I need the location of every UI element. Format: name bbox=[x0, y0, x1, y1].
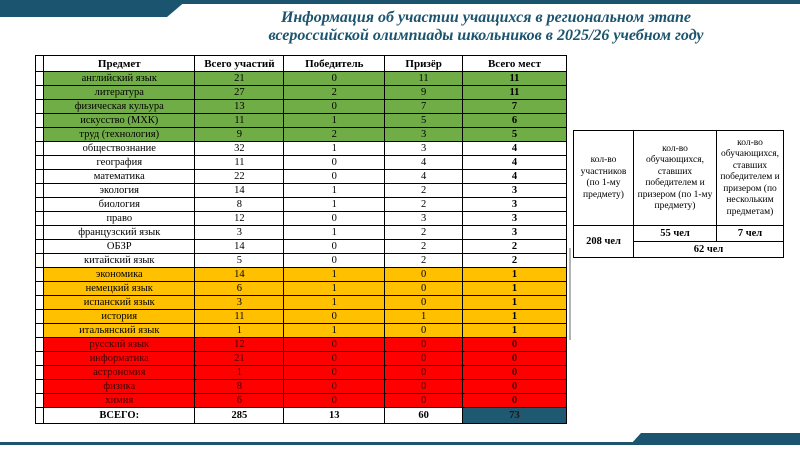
total-winners: 13 bbox=[284, 408, 385, 424]
total-places-cell: 4 bbox=[462, 142, 566, 156]
row-strip-cell bbox=[36, 72, 44, 86]
winner-cell: 1 bbox=[284, 282, 385, 296]
total-places-cell: 1 bbox=[462, 282, 566, 296]
table-row bbox=[36, 100, 567, 114]
total-places-cell: 2 bbox=[462, 240, 566, 254]
table-row bbox=[36, 366, 567, 380]
prize-cell: 2 bbox=[385, 240, 463, 254]
row-strip-cell bbox=[36, 128, 44, 142]
total-participations-cell: 11 bbox=[195, 310, 284, 324]
summary-header-participants: кол-во участников (по 1-му предмету) bbox=[574, 131, 634, 226]
winner-cell: 1 bbox=[284, 114, 385, 128]
prize-cell: 0 bbox=[385, 352, 463, 366]
row-strip-cell bbox=[36, 352, 44, 366]
total-participations-cell: 11 bbox=[195, 156, 284, 170]
total-participations-cell: 14 bbox=[195, 240, 284, 254]
prize-cell: 2 bbox=[385, 226, 463, 240]
total-participations-cell: 3 bbox=[195, 226, 284, 240]
total-places-cell: 4 bbox=[462, 156, 566, 170]
total-places-cell: 4 bbox=[462, 170, 566, 184]
total-places-cell: 0 bbox=[462, 394, 566, 408]
subject-cell: китайский язык bbox=[44, 254, 195, 268]
row-strip-cell bbox=[36, 380, 44, 394]
total-participations-cell: 9 bbox=[195, 128, 284, 142]
total-places-cell: 1 bbox=[462, 268, 566, 282]
row-strip-cell bbox=[36, 268, 44, 282]
summary-header-one-subject: кол-во обучающихся, ставших победителем и призером (по 1-му предмету) bbox=[634, 131, 717, 226]
total-participations-cell: 1 bbox=[195, 324, 284, 338]
summary-table bbox=[573, 130, 784, 258]
subject-cell: история bbox=[44, 310, 195, 324]
row-strip-cell bbox=[36, 86, 44, 100]
table-row bbox=[36, 310, 567, 324]
summary-multi-subject-value: 7 чел bbox=[717, 226, 784, 242]
subject-cell: физическая кульура bbox=[44, 100, 195, 114]
total-places-cell: 1 bbox=[462, 324, 566, 338]
total-participations-cell: 22 bbox=[195, 170, 284, 184]
winner-cell: 0 bbox=[284, 100, 385, 114]
total-participations-cell: 14 bbox=[195, 268, 284, 282]
prize-cell: 7 bbox=[385, 100, 463, 114]
page-title-line1: Информация об участии учащихся в региональном этапе bbox=[280, 9, 692, 26]
prize-cell: 4 bbox=[385, 170, 463, 184]
total-places: 73 bbox=[462, 408, 566, 424]
total-places-cell: 11 bbox=[462, 86, 566, 100]
prize-cell: 2 bbox=[385, 198, 463, 212]
table-row bbox=[36, 226, 567, 240]
header-winner: Победитель bbox=[284, 56, 385, 72]
prize-cell: 0 bbox=[385, 394, 463, 408]
results-table bbox=[35, 55, 567, 424]
winner-cell: 0 bbox=[284, 72, 385, 86]
header-prize: Призёр bbox=[385, 56, 463, 72]
winner-cell: 1 bbox=[284, 296, 385, 310]
subject-cell: астрономия bbox=[44, 366, 195, 380]
row-strip-cell bbox=[36, 226, 44, 240]
total-participations-cell: 27 bbox=[195, 86, 284, 100]
winner-cell: 1 bbox=[284, 184, 385, 198]
table-row bbox=[36, 142, 567, 156]
total-participations-cell: 6 bbox=[195, 282, 284, 296]
table-row bbox=[36, 198, 567, 212]
row-strip-cell bbox=[36, 114, 44, 128]
subject-cell: право bbox=[44, 212, 195, 226]
prize-cell: 5 bbox=[385, 114, 463, 128]
row-strip-cell bbox=[36, 282, 44, 296]
prize-cell: 0 bbox=[385, 268, 463, 282]
prize-cell: 3 bbox=[385, 142, 463, 156]
total-participations-cell: 14 bbox=[195, 184, 284, 198]
total-participations-cell: 21 bbox=[195, 352, 284, 366]
row-strip-cell bbox=[36, 212, 44, 226]
table-row bbox=[36, 394, 567, 408]
row-strip-cell bbox=[36, 198, 44, 212]
prize-cell: 0 bbox=[385, 380, 463, 394]
winner-cell: 0 bbox=[284, 338, 385, 352]
total-places-cell: 2 bbox=[462, 254, 566, 268]
prize-cell: 9 bbox=[385, 86, 463, 100]
table-row bbox=[36, 184, 567, 198]
subject-cell: итальянский язык bbox=[44, 324, 195, 338]
screenshot-edge-artifact bbox=[569, 248, 571, 340]
total-row bbox=[36, 408, 567, 424]
top-accent-bar bbox=[0, 0, 187, 17]
row-strip-cell bbox=[36, 296, 44, 310]
prize-cell: 2 bbox=[385, 184, 463, 198]
prize-cell: 0 bbox=[385, 296, 463, 310]
total-places-cell: 1 bbox=[462, 310, 566, 324]
table-row bbox=[36, 338, 567, 352]
prize-cell: 3 bbox=[385, 128, 463, 142]
subject-cell: химия bbox=[44, 394, 195, 408]
subject-cell: искусство (МХК) bbox=[44, 114, 195, 128]
table-row bbox=[36, 212, 567, 226]
total-places-cell: 0 bbox=[462, 380, 566, 394]
subject-cell: русский язык bbox=[44, 338, 195, 352]
table-row bbox=[36, 254, 567, 268]
winner-cell: 1 bbox=[284, 142, 385, 156]
table-row bbox=[36, 352, 567, 366]
summary-values-row bbox=[574, 226, 784, 242]
subject-cell: физика bbox=[44, 380, 195, 394]
row-strip-cell bbox=[36, 394, 44, 408]
row-strip-cell bbox=[36, 310, 44, 324]
total-places-cell: 3 bbox=[462, 184, 566, 198]
summary-header-row bbox=[574, 131, 784, 226]
subject-cell: информатика bbox=[44, 352, 195, 366]
header-total-places: Всего мест bbox=[462, 56, 566, 72]
winner-cell: 1 bbox=[284, 268, 385, 282]
winner-cell: 2 bbox=[284, 128, 385, 142]
prize-cell: 0 bbox=[385, 282, 463, 296]
header-strip-cell bbox=[36, 56, 44, 72]
table-row bbox=[36, 72, 567, 86]
total-places-cell: 0 bbox=[462, 352, 566, 366]
total-places-cell: 0 bbox=[462, 338, 566, 352]
total-participations-cell: 8 bbox=[195, 198, 284, 212]
subject-cell: французский язык bbox=[44, 226, 195, 240]
table-header-row bbox=[36, 56, 567, 72]
subject-cell: экология bbox=[44, 184, 195, 198]
prize-cell: 3 bbox=[385, 212, 463, 226]
row-strip-cell bbox=[36, 366, 44, 380]
bottom-accent-bar bbox=[630, 433, 800, 445]
subject-cell: ОБЗР bbox=[44, 240, 195, 254]
subject-cell: английский язык bbox=[44, 72, 195, 86]
total-participations-cell: 13 bbox=[195, 100, 284, 114]
total-label: ВСЕГО: bbox=[44, 408, 195, 424]
summary-header-multi-subject: кол-во обучающихся, ставших победителем и призером (по нескольким предметам) bbox=[717, 131, 784, 226]
total-places-cell: 0 bbox=[462, 366, 566, 380]
winner-cell: 0 bbox=[284, 156, 385, 170]
total-places-cell: 7 bbox=[462, 100, 566, 114]
total-prizes: 60 bbox=[385, 408, 463, 424]
total-participations-cell: 32 bbox=[195, 142, 284, 156]
total-participations-cell: 12 bbox=[195, 338, 284, 352]
winner-cell: 0 bbox=[284, 254, 385, 268]
prize-cell: 0 bbox=[385, 366, 463, 380]
summary-participants-value: 208 чел bbox=[574, 226, 634, 258]
subject-cell: испанский язык bbox=[44, 296, 195, 310]
subject-cell: биология bbox=[44, 198, 195, 212]
row-strip-cell bbox=[36, 100, 44, 114]
table-row bbox=[36, 268, 567, 282]
row-strip-cell bbox=[36, 156, 44, 170]
row-strip-cell bbox=[36, 324, 44, 338]
prize-cell: 11 bbox=[385, 72, 463, 86]
row-strip-cell bbox=[36, 240, 44, 254]
winner-cell: 0 bbox=[284, 366, 385, 380]
total-places-cell: 11 bbox=[462, 72, 566, 86]
table-row bbox=[36, 128, 567, 142]
table-row bbox=[36, 156, 567, 170]
table-row bbox=[36, 324, 567, 338]
total-participations-cell: 5 bbox=[195, 254, 284, 268]
total-places-cell: 3 bbox=[462, 212, 566, 226]
subject-cell: экономика bbox=[44, 268, 195, 282]
subject-cell: немецкий язык bbox=[44, 282, 195, 296]
table-row bbox=[36, 86, 567, 100]
header-total-participations: Всего участий bbox=[195, 56, 284, 72]
winner-cell: 0 bbox=[284, 352, 385, 366]
summary-merged-value: 62 чел bbox=[634, 242, 784, 258]
table-row bbox=[36, 296, 567, 310]
winner-cell: 0 bbox=[284, 310, 385, 324]
table-row bbox=[36, 240, 567, 254]
page-title-line2: всероссийской олимпиады школьников в 2025/26 учебном году bbox=[268, 27, 704, 44]
total-places-cell: 3 bbox=[462, 226, 566, 240]
subject-cell: география bbox=[44, 156, 195, 170]
total-places-cell: 5 bbox=[462, 128, 566, 142]
total-participations-cell: 8 bbox=[195, 380, 284, 394]
total-places-cell: 3 bbox=[462, 198, 566, 212]
table-row bbox=[36, 380, 567, 394]
prize-cell: 4 bbox=[385, 156, 463, 170]
row-strip-cell bbox=[36, 254, 44, 268]
total-participations-cell: 3 bbox=[195, 296, 284, 310]
table-body bbox=[36, 72, 567, 408]
total-participations: 285 bbox=[195, 408, 284, 424]
total-places-cell: 6 bbox=[462, 114, 566, 128]
subject-cell: труд (технология) bbox=[44, 128, 195, 142]
winner-cell: 0 bbox=[284, 394, 385, 408]
winner-cell: 1 bbox=[284, 198, 385, 212]
winner-cell: 1 bbox=[284, 226, 385, 240]
row-strip-cell bbox=[36, 142, 44, 156]
prize-cell: 0 bbox=[385, 338, 463, 352]
winner-cell: 0 bbox=[284, 380, 385, 394]
subject-cell: математика bbox=[44, 170, 195, 184]
row-strip-cell bbox=[36, 184, 44, 198]
subject-cell: литература bbox=[44, 86, 195, 100]
table-row bbox=[36, 282, 567, 296]
winner-cell: 0 bbox=[284, 212, 385, 226]
prize-cell: 1 bbox=[385, 310, 463, 324]
header-subject: Предмет bbox=[44, 56, 195, 72]
total-participations-cell: 1 bbox=[195, 366, 284, 380]
prize-cell: 2 bbox=[385, 254, 463, 268]
total-strip-cell bbox=[36, 408, 44, 424]
winner-cell: 1 bbox=[284, 324, 385, 338]
total-places-cell: 1 bbox=[462, 296, 566, 310]
table-row bbox=[36, 170, 567, 184]
total-participations-cell: 6 bbox=[195, 394, 284, 408]
winner-cell: 2 bbox=[284, 86, 385, 100]
summary-one-subject-value: 55 чел bbox=[634, 226, 717, 242]
page-title bbox=[180, 9, 792, 45]
subject-cell: обществознание bbox=[44, 142, 195, 156]
row-strip-cell bbox=[36, 338, 44, 352]
total-participations-cell: 21 bbox=[195, 72, 284, 86]
prize-cell: 0 bbox=[385, 324, 463, 338]
winner-cell: 0 bbox=[284, 170, 385, 184]
row-strip-cell bbox=[36, 170, 44, 184]
table-row bbox=[36, 114, 567, 128]
winner-cell: 0 bbox=[284, 240, 385, 254]
total-participations-cell: 11 bbox=[195, 114, 284, 128]
total-participations-cell: 12 bbox=[195, 212, 284, 226]
